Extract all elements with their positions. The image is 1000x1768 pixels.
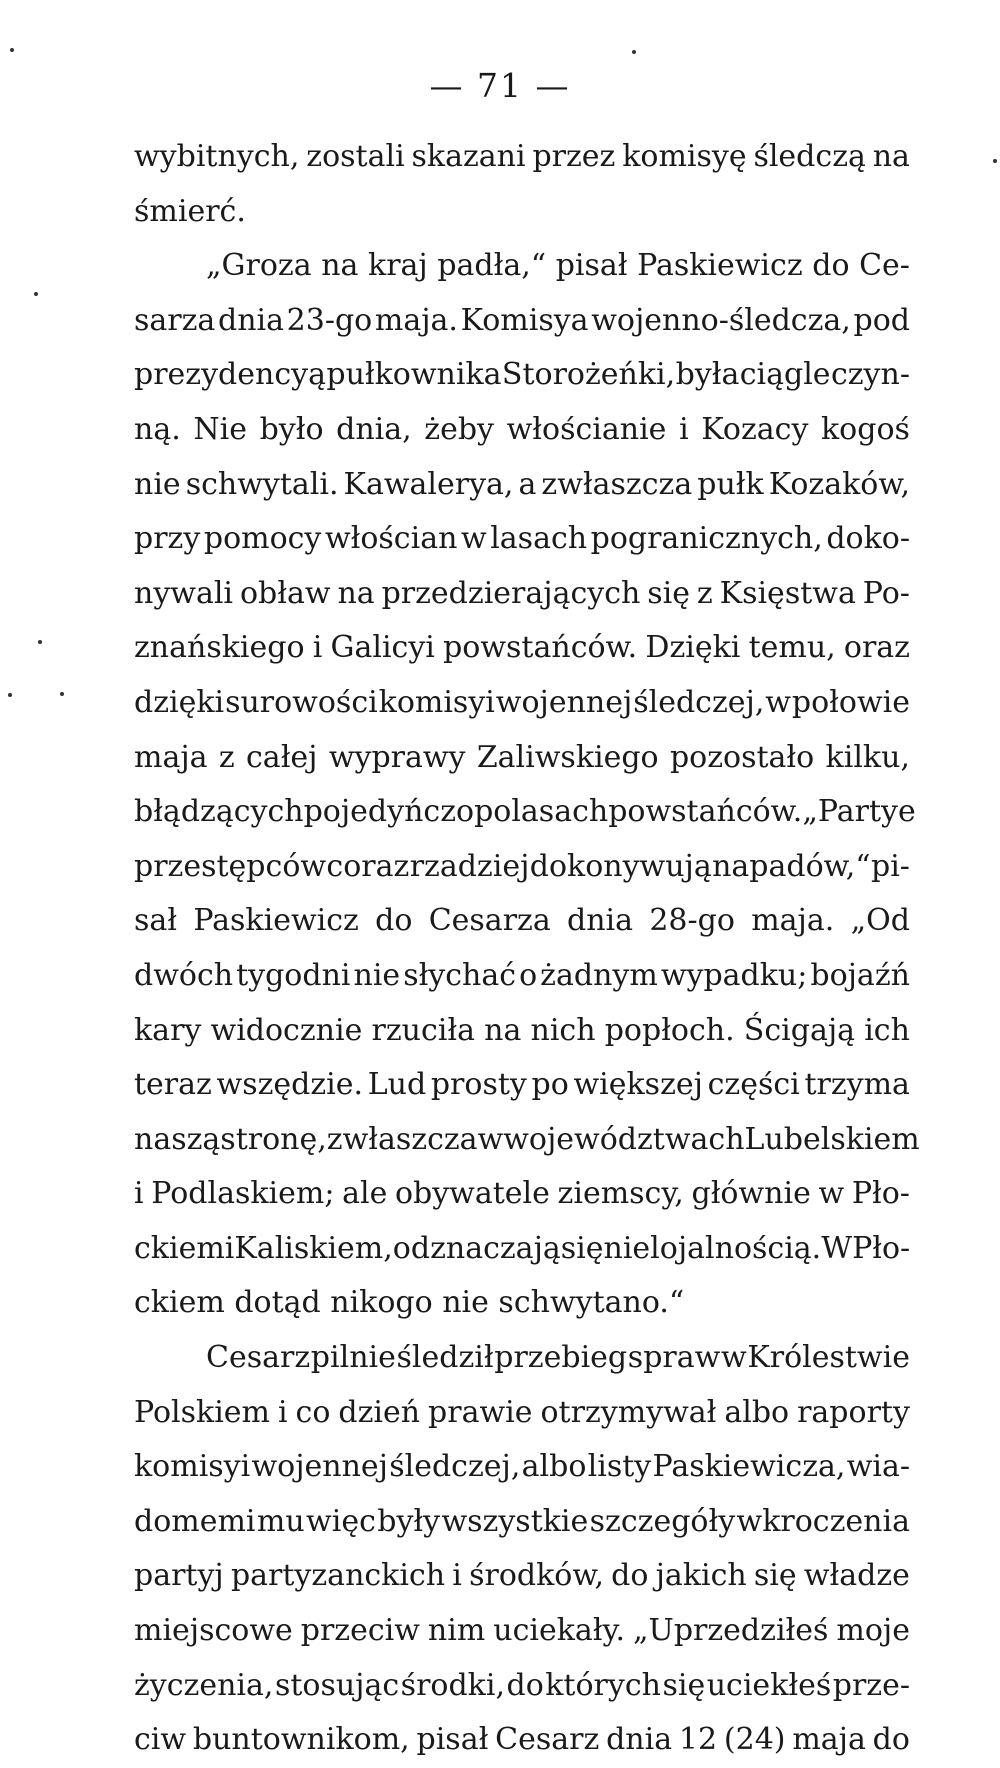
- scan-speck: [993, 159, 997, 163]
- text-line: komisyi wojennej śledczej, albo listy Paskiewicza, wia-: [134, 1449, 910, 1485]
- text-line: Polskiem i co dzień prawie otrzymywał albo raporty: [134, 1394, 910, 1430]
- text-line: ckiem dotąd nikogo nie schwytano.“: [134, 1285, 685, 1321]
- text-line: kary widocznie rzuciła na nich popłoch. Ścigają ich: [134, 1012, 910, 1048]
- text-line: znańskiego i Galicyi powstańców. Dzięki temu, oraz: [134, 630, 910, 666]
- text-line: dzięki surowości komisyi wojennej śledczej, w połowie: [134, 684, 910, 720]
- text-line: domemi mu więc były wszystkie szczegóły wkroczenia: [134, 1503, 910, 1539]
- text-line: sał Paskiewicz do Cesarza dnia 28-go maja. „Od: [134, 903, 910, 939]
- text-line: przestępców coraz rzadziej dokonywują napadów,“ pi-: [134, 848, 910, 884]
- text-line: miejscowe przeciw nim uciekały. „Uprzedziłeś moje: [134, 1613, 910, 1649]
- text-line: Cesarz pilnie śledził przebieg spraw w Królestwie: [206, 1340, 910, 1376]
- text-line: naszą stronę, zwłaszcza w województwach Lubelskiem: [134, 1121, 920, 1157]
- text-line: nywali obław na przedzierających się z Księstwa Po-: [134, 575, 910, 611]
- text-line: maja z całej wyprawy Zaliwskiego pozostało kilku,: [134, 739, 910, 775]
- text-line: partyj partyzanckich i środków, do jakich się władze: [134, 1558, 910, 1594]
- text-line: ckiem i Kaliskiem, odznaczają się nielojalnością. W Pło-: [134, 1230, 911, 1266]
- scan-speck: [10, 48, 14, 52]
- body-text: [134, 130, 920, 1768]
- scan-speck: [38, 640, 42, 644]
- text-line: dwóch tygodni nie słychać o żadnym wypadku; bojaźń: [134, 957, 910, 993]
- scan-speck: [34, 292, 38, 296]
- page-number: — 71 —: [429, 66, 571, 105]
- text-line: prezydencyą pułkownika Storożeńki, była ciągle czyn-: [134, 357, 910, 393]
- scan-speck: [8, 693, 12, 697]
- text-line: i Podlaskiem; ale obywatele ziemscy, głównie w Pło-: [134, 1176, 910, 1212]
- text-line: śmierć.: [134, 193, 246, 229]
- text-line: teraz wszędzie. Lud prosty po większej części trzyma: [134, 1067, 910, 1103]
- text-line: błądzących pojedyńczo po lasach powstańców. „Partye: [134, 794, 916, 830]
- text-line: „Groza na kraj padła,“ pisał Paskiewicz do Ce-: [206, 248, 910, 284]
- text-line: ciw buntownikom, pisał Cesarz dnia 12 (24) maja do: [134, 1722, 910, 1758]
- scan-speck: [632, 50, 636, 54]
- text-line: przy pomocy włościan w lasach pogranicznych, doko-: [134, 521, 910, 557]
- text-line: sarza dnia 23-go maja. Komisya wojenno-śledcza, pod: [134, 302, 910, 338]
- text-line: życzenia, stosując środki, do których się uciekłeś prze-: [134, 1667, 910, 1703]
- scan-speck: [60, 692, 64, 696]
- text-line: ną. Nie było dnia, żeby włościanie i Kozacy kogoś: [134, 411, 910, 447]
- text-line: wybitnych, zostali skazani przez komisyę śledczą na: [134, 139, 910, 174]
- text-line: nie schwytali. Kawalerya, a zwłaszcza pułk Kozaków,: [134, 466, 910, 502]
